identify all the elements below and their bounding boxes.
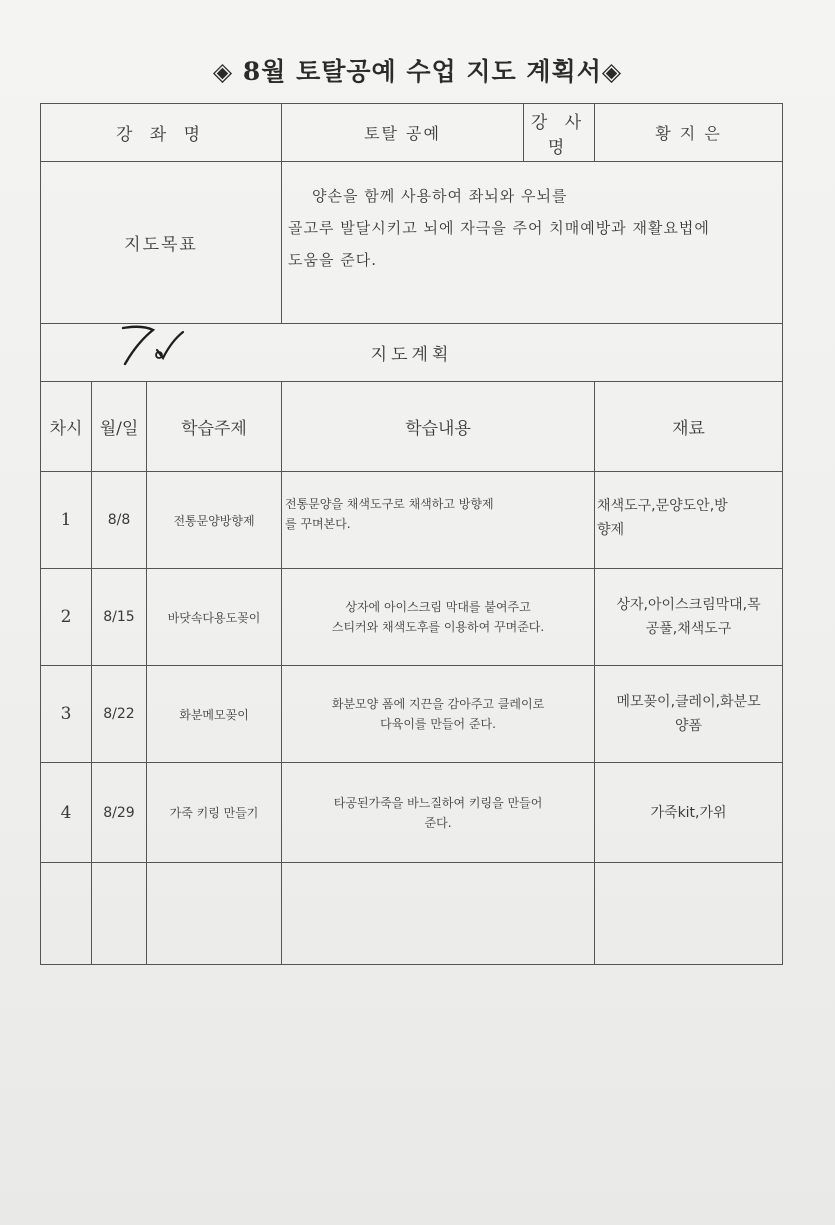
col-header-material: 재료 [595, 382, 783, 472]
table-row [41, 472, 783, 569]
empty-cell [92, 863, 147, 965]
goal-line: 골고루 발달시키고 뇌에 자극을 주어 치매예방과 재활요법에 [288, 219, 710, 237]
material-line: 상자,아이스크림막대,목 [616, 597, 761, 613]
session-content [282, 763, 595, 863]
material-line: 공풀,채색도구 [645, 621, 732, 637]
goal-row [41, 162, 783, 324]
empty-cell [595, 863, 783, 965]
table-row [41, 763, 783, 863]
empty-cell [282, 863, 595, 965]
material-line: 가죽kit,가위 [650, 804, 727, 821]
session-number: 3 [41, 666, 92, 763]
material-line: 채색도구,문양도안,방 [597, 498, 728, 514]
content-line: 타공된가죽을 바느질하여 키링을 만들어 [333, 795, 543, 810]
session-material [595, 666, 783, 763]
session-date: 8/29 [92, 763, 147, 863]
col-header-content: 학습내용 [282, 382, 595, 472]
column-header-row [41, 382, 783, 472]
plan-table [40, 103, 783, 965]
goal-line: 양손을 함께 사용하여 좌뇌와 우뇌를 [312, 187, 568, 205]
material-line: 메모꽂이,클레이,화분모 [616, 694, 761, 710]
session-content [282, 569, 595, 666]
plan-heading-row [41, 324, 783, 382]
course-value: 토탈 공예 [282, 104, 524, 162]
instructor-label: 강 사 명 [524, 104, 595, 162]
material-line: 양폼 [675, 718, 703, 734]
col-header-session: 차시 [41, 382, 92, 472]
instructor-value: 황 지 은 [595, 104, 783, 162]
content-line: 화분모양 폼에 지끈을 감아주고 클레이로 [331, 697, 545, 711]
content-line: 를 꾸며본다. [285, 517, 351, 531]
session-number: 4 [41, 763, 92, 863]
session-date: 8/8 [92, 472, 147, 569]
table-row [41, 569, 783, 666]
plan-heading: 지도계획 [370, 345, 453, 365]
empty-cell [41, 863, 92, 965]
plan-heading-cell [41, 324, 783, 382]
session-material [595, 472, 783, 569]
session-topic: 화분메모꽂이 [147, 666, 282, 763]
session-material [595, 569, 783, 666]
content-line: 스티커와 채색도후를 이용하여 꾸며준다. [331, 620, 545, 634]
content-line: 상자에 아이스크림 막대를 붙여주고 [345, 600, 531, 614]
session-topic: 가죽 키링 만들기 [147, 763, 282, 863]
table-row [41, 666, 783, 763]
content-line: 다육이를 만들어 준다. [380, 717, 496, 731]
session-material [595, 763, 783, 863]
material-line: 향제 [597, 522, 625, 538]
handwritten-check-mark [119, 324, 191, 372]
goal-text [282, 162, 783, 324]
col-header-topic: 학습주제 [147, 382, 282, 472]
session-topic: 전통문양방향제 [147, 472, 282, 569]
session-content [282, 666, 595, 763]
session-number: 1 [41, 472, 92, 569]
session-date: 8/15 [92, 569, 147, 666]
session-content [282, 472, 595, 569]
session-topic: 바닷속다용도꽂이 [147, 569, 282, 666]
session-date: 8/22 [92, 666, 147, 763]
col-header-date: 월/일 [92, 382, 147, 472]
course-label: 강 좌 명 [41, 104, 282, 162]
goal-line: 도움을 준다. [288, 251, 378, 269]
content-line: 전통문양을 채색도구로 채색하고 방향제 [285, 497, 494, 511]
goal-label: 지도목표 [41, 162, 282, 324]
empty-cell [147, 863, 282, 965]
table-row-empty [41, 863, 783, 965]
session-number: 2 [41, 569, 92, 666]
content-line: 준다. [424, 815, 452, 830]
document-title: ◈ 8월 토탈공예 수업 지도 계획서◈ [212, 57, 623, 86]
info-row [41, 104, 783, 162]
